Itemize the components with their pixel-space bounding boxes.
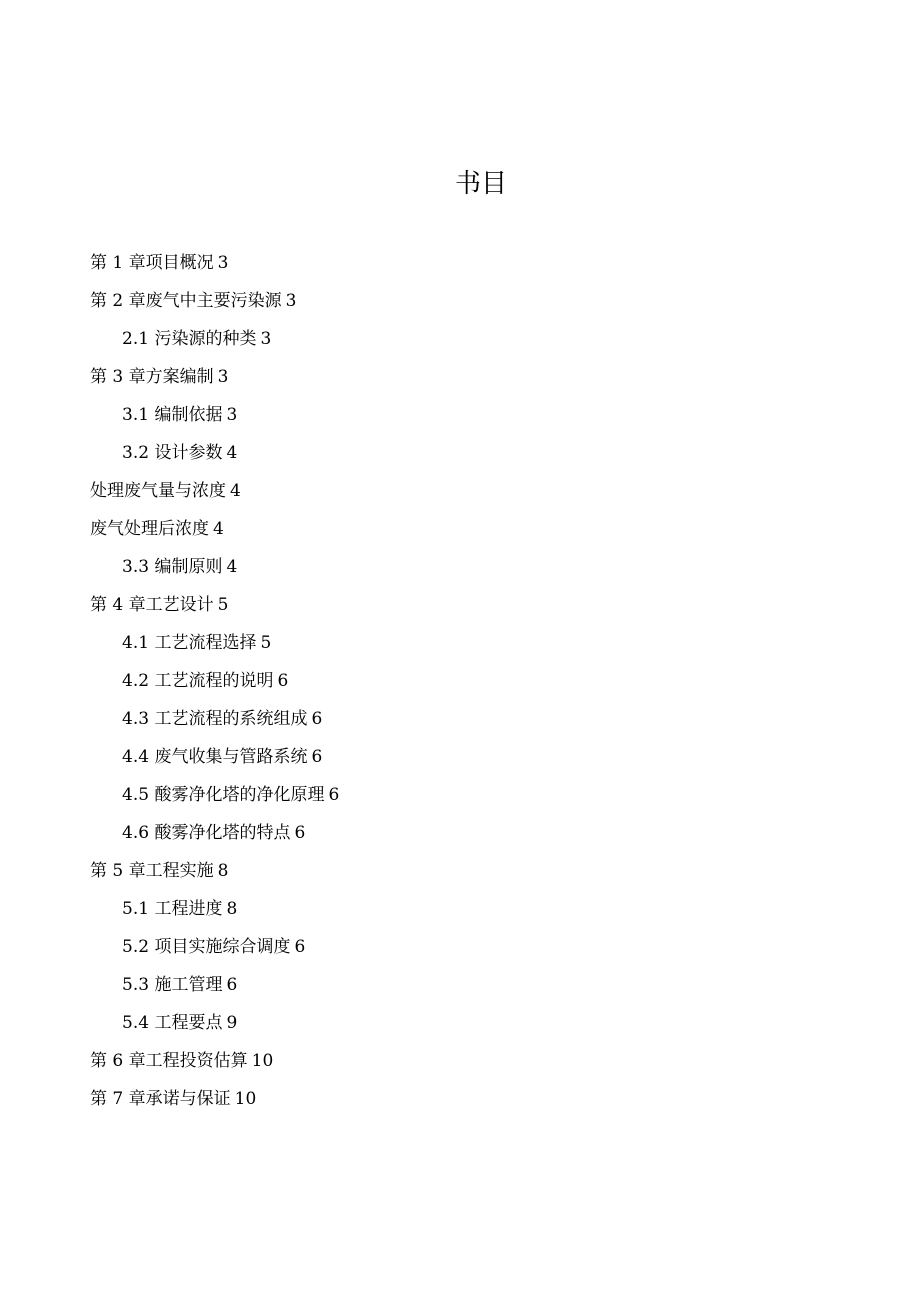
toc-list [90, 244, 870, 1118]
toc-entry-label: 4.6 酸雾净化塔的特点 [122, 823, 291, 843]
toc-entry-page-number: 3 [226, 405, 238, 425]
toc-entry-page-number: 5 [217, 595, 229, 615]
toc-entry-label: 第 5 章工程实施 [90, 861, 214, 881]
toc-entry[interactable] [90, 358, 870, 396]
toc-entry[interactable] [90, 434, 870, 472]
toc-entry-page-number: 3 [285, 291, 297, 311]
toc-entry-page-number: 10 [251, 1051, 274, 1071]
toc-entry-page-number: 6 [311, 709, 323, 729]
toc-entry[interactable] [90, 966, 870, 1004]
toc-entry-label: 第 4 章工艺设计 [90, 595, 214, 615]
toc-entry[interactable] [90, 472, 870, 510]
toc-entry-label: 第 3 章方案编制 [90, 367, 214, 387]
toc-entry[interactable] [90, 776, 870, 814]
toc-entry-page-number: 6 [277, 671, 289, 691]
toc-entry[interactable] [90, 396, 870, 434]
toc-entry[interactable] [90, 586, 870, 624]
toc-entry-label: 2.1 污染源的种类 [122, 329, 257, 349]
toc-entry-page-number: 4 [226, 443, 238, 463]
toc-entry-label: 第 2 章废气中主要污染源 [90, 291, 282, 311]
toc-entry-page-number: 4 [230, 481, 241, 501]
toc-title: 书目 [454, 169, 507, 199]
toc-entry-page-number: 8 [226, 899, 238, 919]
toc-entry-page-number: 4 [226, 557, 238, 577]
toc-entry[interactable] [90, 320, 870, 358]
toc-entry[interactable] [90, 700, 870, 738]
toc-entry-page-number: 10 [234, 1089, 257, 1109]
toc-entry-label: 第 1 章项目概况 [90, 253, 214, 273]
toc-entry-page-number: 6 [328, 785, 340, 805]
toc-entry-page-number: 6 [311, 747, 323, 767]
toc-entry-label: 5.1 工程进度 [122, 899, 223, 919]
toc-entry-page-number: 4 [213, 519, 224, 539]
toc-entry[interactable] [90, 624, 870, 662]
toc-entry[interactable] [90, 1042, 870, 1080]
toc-entry-page-number: 5 [260, 633, 272, 653]
toc-entry[interactable] [90, 662, 870, 700]
toc-entry-page-number: 6 [294, 823, 306, 843]
toc-entry-label: 5.4 工程要点 [122, 1013, 223, 1033]
toc-entry-page-number: 6 [226, 975, 238, 995]
toc-entry-page-number: 3 [217, 253, 229, 273]
toc-entry-label: 3.1 编制依据 [122, 405, 223, 425]
toc-entry-label: 4.4 废气收集与管路系统 [122, 747, 308, 767]
toc-entry-label: 4.5 酸雾净化塔的净化原理 [122, 785, 325, 805]
toc-entry[interactable] [90, 548, 870, 586]
toc-entry-label: 4.3 工艺流程的系统组成 [122, 709, 308, 729]
toc-entry-page-number: 3 [217, 367, 229, 387]
toc-entry-label: 处理废气量与浓度 [90, 481, 226, 501]
toc-entry[interactable] [90, 890, 870, 928]
toc-entry-label: 3.2 设计参数 [122, 443, 223, 463]
toc-entry[interactable] [90, 738, 870, 776]
toc-entry-label: 第 6 章工程投资估算 [90, 1051, 248, 1071]
toc-entry[interactable] [90, 814, 870, 852]
toc-entry[interactable] [90, 852, 870, 890]
toc-entry-page-number: 8 [217, 861, 229, 881]
toc-entry[interactable] [90, 282, 870, 320]
toc-entry-label: 4.2 工艺流程的说明 [122, 671, 274, 691]
toc-entry[interactable] [90, 1004, 870, 1042]
toc-entry-label: 5.2 项目实施综合调度 [122, 937, 291, 957]
toc-entry[interactable] [90, 510, 870, 548]
toc-entry-page-number: 3 [260, 329, 272, 349]
toc-entry[interactable] [90, 1080, 870, 1118]
toc-entry-label: 第 7 章承诺与保证 [90, 1089, 231, 1109]
toc-entry-label: 4.1 工艺流程选择 [122, 633, 257, 653]
toc-entry-label: 5.3 施工管理 [122, 975, 223, 995]
toc-entry-page-number: 9 [226, 1013, 238, 1033]
toc-entry-label: 废气处理后浓度 [90, 519, 209, 539]
toc-entry[interactable] [90, 928, 870, 966]
toc-entry[interactable] [90, 244, 870, 282]
toc-entry-label: 3.3 编制原则 [122, 557, 223, 577]
toc-entry-page-number: 6 [294, 937, 306, 957]
